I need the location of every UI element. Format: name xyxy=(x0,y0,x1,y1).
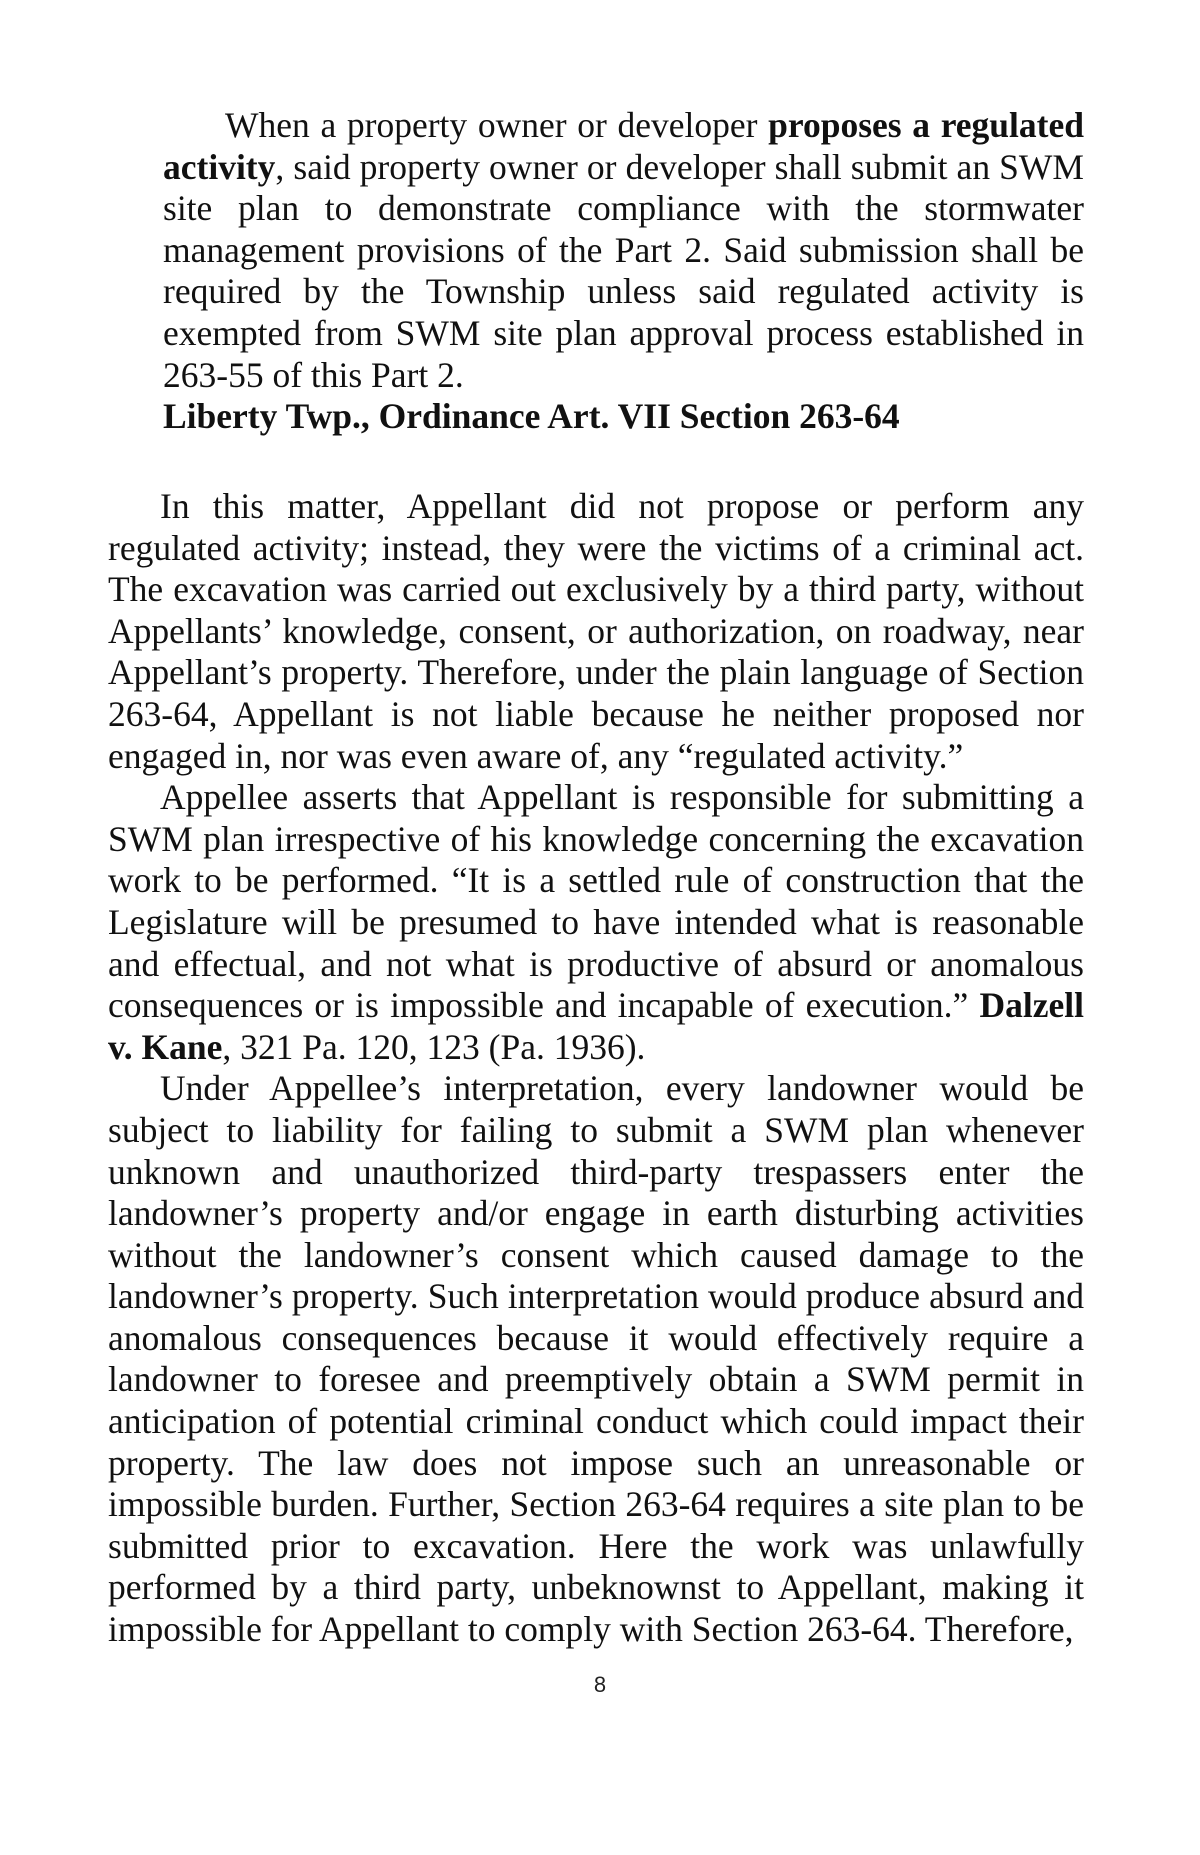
main-body xyxy=(108,486,1084,1651)
paragraph-1: In this matter, Appellant did not propose or perform any regulated activity; instead, they were the victims of a criminal act. The excavation was carried out exclusively by a third party, without Appellants’ knowledge, consent, or authorization, on roadway, near Appellant’s property. Therefore, under the plain language of Section 263-64, Appellant is not liable because he neither proposed nor engaged in, nor was even aware of, any “regulated activity.” xyxy=(108,486,1084,776)
quote-citation: Liberty Twp., Ordinance Art. VII Section 263-64 xyxy=(163,396,900,437)
paragraph-2 xyxy=(108,777,1084,1068)
quote-paragraph xyxy=(163,105,1084,396)
paragraph-2-text: Appellee asserts that Appellant is responsible for submitting a SWM plan irrespective of his knowledge concerning the excavation work to be performed. “It is a settled rule of construction that the Legislature will be presumed to have intended what is reasonable and effectual, and not what is productive of absurd or anomalous consequences or is impossible and incapable of execution.” xyxy=(108,777,1084,1026)
block-quote xyxy=(163,105,1084,438)
paragraph-3: Under Appellee’s interpretation, every landowner would be subject to liability for failing to submit a SWM plan whenever unknown and unauthorized third-party trespassers enter the landowner’s property and/or engage in earth disturbing activities without the landowner’s consent which caused damage to the landowner’s property. Such interpretation would produce absurd and anomalous consequences because it would effectively require a landowner to foresee and preemptively obtain a SWM permit in anticipation of potential criminal conduct which could impact their property. The law does not impose such an unreasonable or impossible burden. Further, Section 263-64 requires a site plan to be submitted prior to excavation. Here the work was unlawfully performed by a third party, unbeknownst to Appellant, making it impossible for Appellant to comply with Section 263-64. Therefore, xyxy=(108,1068,1084,1650)
page-number: 8 xyxy=(593,1672,607,1697)
quote-rest: , said property owner or developer shall submit an SWM site plan to demonstrate compliance with the stormwater management provisions of the Part 2. Said submission shall be required by the Township unless said regulated activity is exempted from SWM site plan approval process established in 263-55 of this Part 2. xyxy=(163,146,1084,395)
case-name: Dalzell v. Kane xyxy=(108,985,1084,1067)
quote-lead: When a property owner or developer xyxy=(225,105,769,145)
quote-bold-phrase: proposes a regulated activity xyxy=(163,105,1084,187)
case-reporter: , 321 Pa. 120, 123 (Pa. 1936). xyxy=(222,1026,646,1067)
